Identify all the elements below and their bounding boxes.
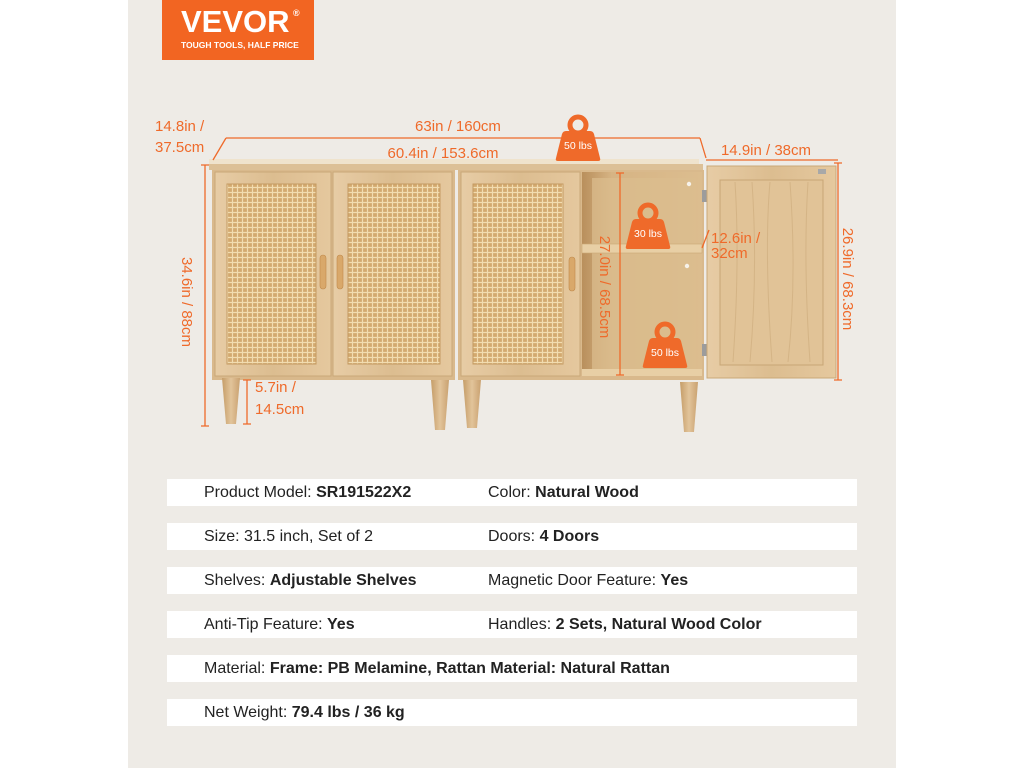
- kettlebell-weight-icon-top: [556, 117, 601, 161]
- cabinet-left-leg-front-right: [431, 380, 449, 430]
- spec-magnetic-door: [488, 567, 688, 594]
- interior-height-label: 27.0in / 68.5cm: [596, 235, 613, 339]
- cabinet-left-door-2-handle: [337, 255, 343, 289]
- load-top-label: 50 lbs: [563, 140, 593, 152]
- spec-value: 79.4 lbs / 36 kg: [291, 704, 405, 721]
- spec-label: Anti-Tip Feature:: [204, 616, 323, 633]
- spec-label: Size:: [204, 528, 240, 545]
- brand-tagline: TOUGH TOOLS, HALF PRICE: [181, 40, 299, 50]
- cabinet-width-label: 60.4in / 153.6cm: [387, 145, 499, 162]
- brand-name: VEVOR: [181, 4, 290, 39]
- spec-row: [167, 567, 857, 594]
- registered-mark: ®: [293, 8, 300, 18]
- cabinet-right-bottom-panel: [582, 369, 702, 376]
- spec-net-weight: [204, 699, 405, 726]
- cabinet-right-open-door-panel: [720, 180, 823, 365]
- leg-height-label-line1: 5.7in /: [255, 379, 296, 396]
- spec-size: [204, 523, 373, 550]
- spec-row: [167, 699, 857, 726]
- spec-value: Yes: [660, 572, 689, 589]
- spec-color: [488, 479, 639, 506]
- spec-row: [167, 611, 857, 638]
- door-width-label: 14.9in / 38cm: [720, 142, 812, 159]
- load-bottom-label: 50 lbs: [650, 347, 680, 359]
- kettlebell-handle: [570, 117, 586, 133]
- cabinet-right-leg-front-right: [680, 382, 698, 432]
- cabinet-right: [456, 159, 836, 432]
- hinge-top: [702, 190, 707, 202]
- cabinet-left-door-2-rattan: [348, 184, 440, 364]
- spec-handles: [488, 611, 762, 638]
- cabinet-right-door-rattan: [473, 184, 563, 364]
- spec-row: [167, 655, 857, 682]
- spec-shelves: [204, 567, 417, 594]
- door-latch: [818, 169, 826, 174]
- magnet-catch-shelf: [685, 264, 689, 268]
- shelf-depth-label-line1: 12.6in /: [711, 230, 761, 247]
- spec-anti-tip: [204, 611, 355, 638]
- spec-value: Adjustable Shelves: [269, 572, 417, 589]
- spec-label: Material:: [204, 660, 266, 677]
- overall-height-label: 34.6in / 88cm: [178, 256, 195, 348]
- hinge-bottom: [702, 344, 707, 356]
- spec-label: Net Weight:: [204, 704, 288, 721]
- cabinet-left: [209, 159, 457, 430]
- depth-line-left: [213, 138, 226, 160]
- cabinet-right-door-handle: [569, 257, 575, 291]
- leg-height-label-line2: 14.5cm: [255, 401, 305, 418]
- spec-label: Color:: [488, 484, 531, 501]
- spec-label: Doors:: [488, 528, 536, 545]
- overall-width-label: 63in / 160cm: [415, 118, 501, 135]
- spec-doors: [488, 523, 599, 550]
- cabinet-left-leg-front-left: [222, 378, 240, 424]
- spec-value: 4 Doors: [539, 528, 600, 545]
- spec-value: Frame: PB Melamine, Rattan Material: Natural Rattan: [269, 660, 670, 677]
- cabinet-left-door-1-handle: [320, 255, 326, 289]
- shelf-depth-label-line2: 32cm: [711, 245, 748, 262]
- spec-value: Yes: [327, 616, 355, 633]
- overall-width-end-line: [700, 138, 706, 158]
- spec-label: Magnetic Door Feature:: [488, 572, 657, 589]
- spec-value: SR191522X2: [316, 484, 412, 501]
- cabinet-left-top-edge: [209, 164, 457, 170]
- door-height-label: 26.9in / 68.3cm: [839, 227, 856, 331]
- depth-left-label-line2: 37.5cm: [155, 139, 205, 156]
- spec-label: Shelves:: [204, 572, 266, 589]
- spec-row: [167, 479, 857, 506]
- cabinet-right-leg-front-left: [463, 380, 481, 428]
- spec-value: 31.5 inch, Set of 2: [244, 528, 374, 545]
- magnet-catch-top: [687, 182, 691, 186]
- spec-label: Handles:: [488, 616, 552, 633]
- spec-material: [204, 655, 670, 682]
- spec-product-model: [204, 479, 411, 506]
- depth-left-label-line1: 14.8in /: [155, 118, 205, 135]
- spec-label: Product Model:: [204, 484, 312, 501]
- spec-value: Natural Wood: [535, 484, 639, 501]
- spec-row: [167, 523, 857, 550]
- cabinet-left-door-1-rattan: [227, 184, 316, 364]
- load-shelf-label: 30 lbs: [633, 228, 663, 240]
- spec-value: 2 Sets, Natural Wood Color: [555, 616, 762, 633]
- cabinet-right-top-edge: [456, 164, 703, 170]
